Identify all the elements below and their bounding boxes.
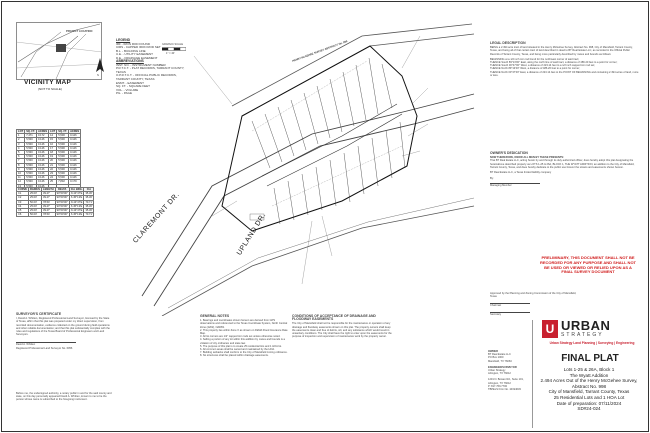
table-cell: 0.126 (36, 163, 48, 167)
table-cell: S 45°13'E (70, 213, 83, 217)
table-cell: 6 (17, 155, 25, 159)
dedication-subheading: NOW THEREFORE, KNOW ALL MEN BY THESE PRESENTS: (490, 156, 565, 160)
abbreviation-item: VOL. - VOLUME (116, 87, 139, 92)
graphic-scale-label: GRAPHIC SCALE (162, 43, 184, 46)
lot-area-table (16, 129, 81, 189)
table-cell: N 44°47'E (70, 192, 83, 196)
table-cell: 35.36' (85, 204, 93, 208)
owner-line: Mansfield, TX 76063 (488, 359, 512, 363)
dedication-heading: OWNER'S DEDICATION (490, 151, 528, 155)
acceptance-body: The City of Mansfield shall not be responsible for the maintenance or operation of any drainage and floodway easements shown on this plat. The property owners shall keep the easements clean and free of debris, silt, and any substance which would result in unsanitary conditions. The City shall have the right to enter upon the easements for the purpose of inspection and supervision of maintenance work by the property owner. (292, 322, 392, 339)
plat-line: The Wyatt Addition (569, 372, 609, 378)
street-label-upland: UPLAND DR. (236, 211, 268, 257)
acceptance-conditions (292, 315, 392, 338)
table-cell: 5,500 (57, 163, 69, 167)
table-cell: 25.00' (29, 204, 42, 208)
owners-dedication (490, 152, 640, 188)
table-cell: C6 (17, 213, 29, 217)
table-cell: 0.126 (36, 159, 48, 163)
table-cell: 0.126 (36, 146, 48, 150)
abbreviation-item: PG. - PAGE (116, 91, 132, 96)
table-cell: 16 (49, 142, 57, 146)
table-cell: 1 (17, 134, 25, 138)
general-note: 8. No structures shall be placed within drainage easements. (200, 354, 269, 358)
table-cell: 5,500 (57, 138, 69, 142)
abbreviation-item: O.P.R.T.C.T. - OFFICIAL PUBLIC RECORDS, TARRANT COUNTY, TEXAS (116, 73, 177, 81)
legal-description-body: BEING a 2.494 acre tract of land situated in the Henry McGehee Survey, Abstract No. 998, City of Mansfield, Tarrant County, Texas, and being all of that certain tract of land described in deed to BT Real Estate LLC, as recorded in the Official Public Records of Tarrant County, Texas, and being more particularly described by metes and bounds as follows: (490, 46, 633, 56)
table-cell: 0.126 (69, 151, 81, 155)
table-cell: 5,500 (25, 151, 37, 155)
table-cell: 0.126 (36, 184, 48, 188)
table-cell: 25 (49, 180, 57, 184)
north-arrow-label: N (97, 74, 99, 77)
owner-line: PO Box 1000 (488, 356, 504, 360)
table-cell: 8 (17, 163, 25, 167)
table-cell: 90°00'00" (56, 213, 68, 217)
table-cell: 0.126 (69, 142, 81, 146)
table-cell: S 45°13'E (70, 196, 83, 200)
table-cell: 78.54' (42, 213, 56, 217)
table-cell: 78.54' (42, 200, 56, 204)
owner-line: Arlington, TX 76012 (488, 372, 511, 376)
firm-phone: P: 817.769.7700 (488, 384, 508, 388)
table-cell: 25.00' (29, 192, 42, 196)
table-cell: 10 (17, 172, 25, 176)
street-label-claremont: CLAREMONT DR. (132, 191, 182, 245)
table-cell: 5,500 (57, 159, 69, 163)
table-cell: 9 (17, 167, 25, 171)
table-cell: 19 (49, 155, 57, 159)
table-cell: 5,500 (57, 176, 69, 180)
surveyor-heading: SURVEYOR'S CERTIFICATE (16, 312, 62, 316)
table-cell: C1 (17, 192, 29, 196)
abbreviation-item: INST. NO. - INSTRUMENT NUMBER (116, 62, 166, 67)
table-cell: 24 (49, 176, 57, 180)
table-header: LENGTH (43, 188, 54, 191)
table-header: LOT (50, 130, 56, 133)
table-cell: 0.126 (69, 167, 81, 171)
table-cell: 25.00' (29, 196, 42, 200)
table-cell: N 44°47'E (70, 200, 83, 204)
table-cell: 39.27' (42, 209, 56, 213)
table-cell: 0.126 (36, 167, 48, 171)
notary-block: Before me, the undersigned authority, a notary public in and for the said county and state, on this day personally appeared David A. Whitten, known to me to be the person whose name is subscribed to the foregoing instrument. (16, 392, 112, 402)
table-cell: 0.126 (69, 172, 81, 176)
table-cell: 39.27' (42, 204, 56, 208)
table-cell: 20 (49, 159, 57, 163)
legend-heading: LEGEND (116, 38, 131, 42)
approval-secretary: Secretary (490, 312, 502, 316)
vicinity-map-scale: (NOT TO SCALE) (38, 87, 62, 91)
table-cell: 35.36' (85, 196, 93, 200)
general-note: 1. Bearings and coordinates shown hereon are derived from GPS observations and referenced to the Texas Coordinate System, North Central Zone (4202), NAD83. (200, 319, 288, 329)
table-cell: 90°00'00" (56, 209, 68, 213)
table-cell: 50.00' (29, 200, 42, 204)
table-header: LOT (18, 130, 24, 133)
general-note: 5. The purpose of this plat is to create 25 residential lots and 1 HOA lot. (200, 344, 282, 348)
firm-name: URBAN (561, 318, 611, 333)
table-cell: 90°00'00" (56, 204, 68, 208)
table-cell: 5,500 (25, 184, 37, 188)
table-cell: 0.126 (69, 134, 81, 138)
abbreviation-item: P.R.T.C.T. - PLAT RECORDS, TARRANT COUNTY, TEXAS (116, 66, 185, 74)
approval-chairman: Chairman (490, 304, 502, 308)
plat-line: 25 Residential Lots and 1 HOA Lot (553, 394, 625, 400)
plat-line: Abstract No. 998 (571, 383, 607, 389)
table-header: DELTA (55, 188, 69, 192)
owner-line: Urban Strategy (488, 369, 506, 373)
table-cell: 25.00' (29, 209, 42, 213)
table-cell: N 44°47'E (70, 209, 83, 213)
table-cell: 13 (17, 184, 25, 188)
firm-number: TBPELS Firm No. 10194633 (488, 388, 521, 392)
table-cell: 5,500 (57, 172, 69, 176)
abbreviations-heading: ABBREVIATIONS (116, 59, 144, 63)
curve-table (16, 187, 94, 217)
table-cell: 0.126 (69, 155, 81, 159)
table-cell: 0.126 (36, 180, 48, 184)
table-cell: 5,500 (25, 146, 37, 150)
table-cell: 3 (17, 142, 25, 146)
dedication-by: By: (490, 177, 494, 181)
owner-engineer-block (488, 350, 530, 391)
table-cell: 21 (49, 163, 57, 167)
plat-line: 2.494 Acres Out of the Henry McGehee Survey, (540, 378, 638, 384)
general-note: 4. Selling a portion of any lot within this addition by metes and bounds is a violation of city ordinance and state law. (200, 338, 285, 345)
table-cell: 90°00'00" (56, 196, 68, 200)
table-cell: 5,500 (57, 155, 69, 159)
owner-line: OWNER (488, 350, 498, 353)
table-cell: 39.27' (42, 196, 56, 200)
table-cell: 0.172 (36, 134, 48, 138)
legal-description (490, 42, 640, 77)
table-cell: 90°00'00" (56, 200, 68, 204)
general-note: 2. This property lies within Zone X as shown on FEMA Flood Insurance Rate Map. (200, 328, 288, 336)
surveyor-title: Registered Professional Land Surveyor No. 6056 (16, 346, 73, 350)
plat-sheet (1, 1, 649, 432)
table-cell: 70.71' (85, 213, 93, 217)
table-cell: 5,500 (57, 146, 69, 150)
table-cell: 5,500 (25, 176, 37, 180)
table-header: RADIUS (30, 188, 40, 191)
legal-description-heading: LEGAL DESCRIPTION (490, 41, 526, 45)
firm-address: 1201 N. Bowen Rd., Suite 101, Arlington, TX 76012 (488, 378, 524, 385)
legal-paragraph: THENCE South 89°13'00" East, along the north line of said tract, a distance of 486.20 feet to a point for corner; (490, 61, 618, 65)
table-cell: 0.126 (36, 172, 48, 176)
firm-logo (542, 320, 610, 338)
surveyor-certificate (16, 313, 112, 350)
table-cell: 15 (49, 138, 57, 142)
table-cell: 5,500 (25, 142, 37, 146)
owner-line: ENGINEER/SURVEYOR (488, 365, 517, 369)
table-header: ACRES (70, 130, 80, 133)
table-cell: C5 (17, 209, 29, 213)
table-cell: 17 (49, 146, 57, 150)
project-location-label: PROJECT LOCATION (66, 30, 93, 33)
survey-label: HENRY McGEHEE SURVEY ABSTRACT No. 998 (292, 39, 348, 63)
urban-strategy-logo-icon: U (542, 320, 558, 338)
table-cell: 0.126 (69, 176, 81, 180)
table-cell: 5,500 (57, 142, 69, 146)
lot-lines-north (252, 58, 392, 168)
table-cell: 0.126 (36, 138, 48, 142)
acceptance-heading: CONDITIONS OF ACCEPTANCE OF DRAINAGE AND FLOODWAY EASEMENTS (292, 314, 376, 322)
plat-description (534, 367, 644, 412)
abbreviation-item: SQ. FT. - SQUARE FEET (116, 84, 151, 89)
table-header: ACRES (37, 130, 48, 133)
plat-line: SD#24-024 (577, 406, 601, 412)
table-cell: 7,471 (25, 134, 37, 138)
graphic-scale-note: 1" = 40' (166, 52, 175, 55)
table-cell: 23 (49, 172, 57, 176)
legend-item: IRF - IRON ROD FOUND (116, 41, 150, 46)
table-header: CURVE (18, 188, 28, 191)
approval-block (490, 292, 580, 316)
table-cell: 5,500 (25, 159, 37, 163)
surveyor-body: I, David A. Whitten, Registered Professional Land Surveyor, licensed by the State of Texas, affirm that this plat was prepared under my direct supervision, from recorded documentation, evidence collected on the ground during field operations and other reliable documentation; and that this plat substantially complies with the rules and regulations of the Texas Board of Professional Engineers and Land Surveyors. (16, 317, 110, 337)
table-cell: 70.71' (85, 200, 93, 204)
table-cell: 5,500 (25, 172, 37, 176)
table-header: CH. BRG. (70, 188, 83, 191)
plat-line: City of Mansfield, Tarrant County, Texas (548, 389, 630, 395)
general-note: 7. Building setbacks shall conform to the City of Mansfield zoning ordinance. (200, 351, 288, 355)
table-cell: 0.126 (69, 138, 81, 142)
general-notes-heading: GENERAL NOTES (200, 314, 230, 318)
table-cell: 5 (17, 151, 25, 155)
approval-text: Approved by the Planning and Zoning Commission of the City of Mansfield, Texas (490, 292, 577, 299)
table-cell: C2 (17, 196, 29, 200)
preliminary-notice: PRELIMINARY, THIS DOCUMENT SHALL NOT BE RECORDED FOR ANY PURPOSE AND SHALL NOT BE USED OR VIEWED OR RELIED UPON AS A FINAL SURVEY DOCUMENT (539, 255, 636, 275)
legend-item: B.L. - BUILDING LINE (116, 48, 146, 53)
legend-item: D.E. - DRAINAGE EASEMENT (116, 55, 158, 60)
legend-item: CIRS - CAPPED IRON ROD SET (116, 45, 161, 50)
table-cell: 0.126 (36, 142, 48, 146)
table-cell: 0.126 (36, 176, 48, 180)
dedication-signature-label: Managing Member (490, 184, 512, 188)
table-header: CH. (84, 188, 94, 192)
dedication-body: That BT Real Estate LLC, acting herein by and through its duly authorized officer, does hereby adopt this plat designating the hereinabove described property as LOTS 1-25 & 26A, BLOCK 1, THE WYATT ADDITION, an addition to the City of Mansfield, Tarrant County, Texas, and does hereby dedicate to the public use forever the streets and easements shown hereon. (490, 159, 635, 169)
table-cell: C3 (17, 200, 29, 204)
firm-sub: STRATEGY (561, 332, 604, 338)
abbreviation-item: ESMT. - EASEMENT (116, 80, 145, 85)
legal-paragraph: THENCE South 00°47'00" West, a distance of 223.14 feet to a 1/2 inch capped iron rod set; (490, 64, 595, 68)
table-cell: 5,500 (25, 138, 37, 142)
table-header: SQ. FT. (58, 130, 68, 133)
legal-paragraph: THENCE North 89°13'00" West, a distance of 486.20 feet to a point for corner; (490, 67, 580, 71)
table-cell: 0.126 (36, 151, 48, 155)
table-header: SQ. FT. (26, 130, 35, 133)
owner-line: BT Real Estate LLC (488, 353, 511, 357)
general-note: 3. All lot corners are 1/2" capped iron rods set unless otherwise noted. (200, 335, 281, 339)
table-cell: 4 (17, 146, 25, 150)
table-cell: 90°00'00" (56, 192, 68, 196)
table-cell: 5,500 (57, 134, 69, 138)
table-cell: 5,500 (25, 167, 37, 171)
dedication-owner: BT Real Estate LLC, a Texas limited liability company (490, 171, 552, 175)
table-cell: 0.179 (69, 180, 81, 184)
vicinity-map-title: VICINITY MAP (24, 79, 72, 86)
table-cell: 5,500 (25, 155, 37, 159)
table-cell: S 45°13'E (70, 204, 83, 208)
table-cell: 7 (17, 159, 25, 163)
legal-paragraph: BEGINNING at a 1/2 inch iron rod found for the northwest corner of said tract; (490, 57, 580, 61)
legend-item: U.E. - UTILITY EASEMENT (116, 52, 153, 57)
surveyor-name: David A. Whitten (16, 343, 36, 347)
table-cell: 0.126 (69, 146, 81, 150)
table-cell: 5,500 (25, 180, 37, 184)
table-cell: 5,500 (57, 167, 69, 171)
table-cell: 2 (17, 138, 25, 142)
table-cell: 35.36' (85, 192, 93, 196)
table-cell: 14 (49, 134, 57, 138)
table-cell: 22 (49, 167, 57, 171)
legal-paragraph: THENCE North 00°47'00" East, a distance of 223.14 feet to the POINT OF BEGINNING and containing 2.494 acres of land, more or less. (490, 70, 639, 77)
table-cell: 5,500 (25, 163, 37, 167)
table-cell: 5,500 (57, 151, 69, 155)
final-plat-title: FINAL PLAT (561, 353, 619, 364)
general-note: 6. All common areas shall be owned and maintained by the HOA. (200, 348, 275, 352)
table-cell: 0.126 (69, 163, 81, 167)
table-cell: 12 (17, 180, 25, 184)
table-cell: 11 (17, 176, 25, 180)
table-cell: 39.27' (42, 192, 56, 196)
plat-line: Lots 1-25 & 26A, Block 1 (563, 367, 615, 372)
table-cell: 18 (49, 151, 57, 155)
general-notes (200, 315, 290, 358)
table-cell: C4 (17, 204, 29, 208)
table-row (17, 213, 94, 217)
firm-tagline: Urban Strategy Land Planning | Surveying | Engineering (549, 341, 635, 345)
table-cell: 0.126 (69, 159, 81, 163)
table-cell: 0.126 (36, 155, 48, 159)
table-cell: 35.36' (85, 209, 93, 213)
plat-line: Date of preparation: 07/11/2024 (556, 400, 622, 406)
table-cell: 7,802 (57, 180, 69, 184)
table-cell: 50.00' (29, 213, 42, 217)
